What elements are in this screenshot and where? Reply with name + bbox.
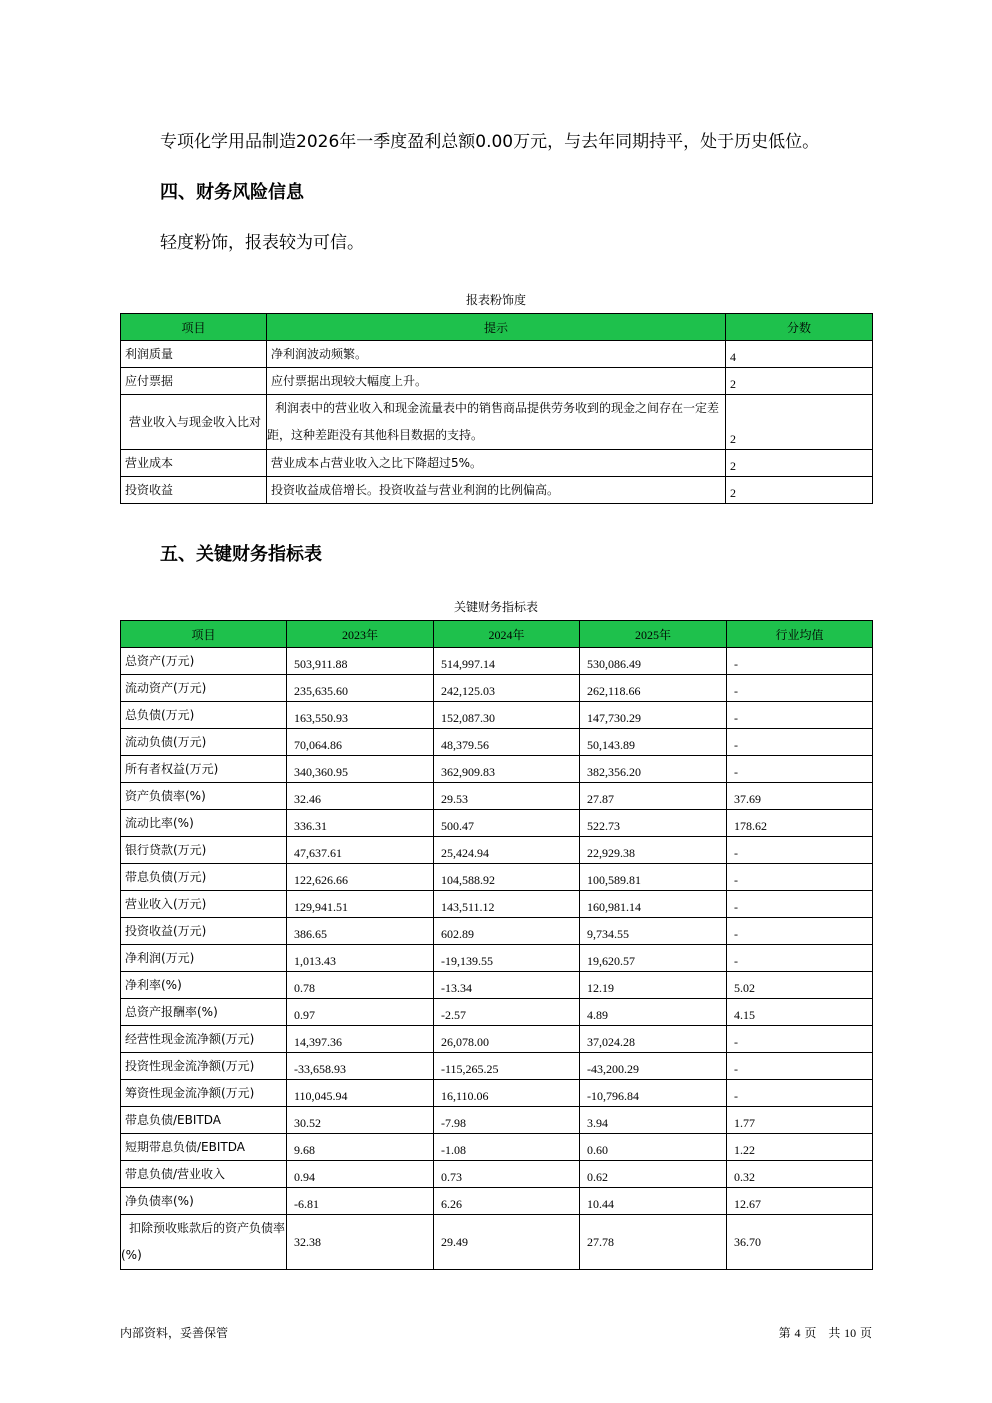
kpi-cell-2023: 110,045.94: [287, 1080, 434, 1107]
kpi-cell-2025: 19,620.57: [580, 945, 727, 972]
kpi-header-2024: 2024年: [434, 621, 580, 648]
risk-table-row: [121, 477, 873, 504]
kpi-cell-2024: 242,125.03: [434, 675, 580, 702]
kpi-table-row: [121, 756, 873, 783]
kpi-table-row: [121, 891, 873, 918]
risk-table-row: [121, 450, 873, 477]
risk-cell-score: 2: [726, 477, 873, 504]
kpi-cell-item: 带息负债/EBITDA: [121, 1107, 287, 1134]
section-4-heading: 四、财务风险信息: [160, 182, 304, 203]
risk-table-header-row: [121, 314, 873, 341]
kpi-cell-2023: 0.94: [287, 1161, 434, 1188]
kpi-cell-2025: 50,143.89: [580, 729, 727, 756]
kpi-cell-item: 净利润(万元): [121, 945, 287, 972]
kpi-cell-industry-avg: 36.70: [727, 1215, 873, 1270]
kpi-cell-item: 扣除预收账款后的资产负债率(%): [121, 1215, 287, 1270]
kpi-cell-2024: -7.98: [434, 1107, 580, 1134]
kpi-cell-2024: -13.34: [434, 972, 580, 999]
kpi-cell-2024: 25,424.94: [434, 837, 580, 864]
kpi-cell-2024: 500.47: [434, 810, 580, 837]
section-4-text: 轻度粉饰，报表较为可信。: [160, 233, 364, 253]
kpi-table-row: [121, 1215, 873, 1270]
kpi-cell-2025: 0.60: [580, 1134, 727, 1161]
kpi-cell-2025: 27.87: [580, 783, 727, 810]
kpi-table: [120, 620, 873, 1270]
risk-cell-hint: 应付票据出现较大幅度上升。: [267, 368, 726, 395]
kpi-cell-industry-avg: -: [727, 729, 873, 756]
footer-confidential: 内部资料，妥善保管: [120, 1326, 229, 1340]
kpi-cell-item: 银行贷款(万元): [121, 837, 287, 864]
kpi-cell-2023: 14,397.36: [287, 1026, 434, 1053]
kpi-table-caption: 关键财务指标表: [453, 600, 538, 614]
kpi-cell-2025: 530,086.49: [580, 648, 727, 675]
kpi-cell-item: 营业收入(万元): [121, 891, 287, 918]
kpi-cell-2025: 100,589.81: [580, 864, 727, 891]
kpi-cell-item: 总资产报酬率(%): [121, 999, 287, 1026]
kpi-cell-2023: 9.68: [287, 1134, 434, 1161]
kpi-table-row: [121, 1026, 873, 1053]
kpi-cell-industry-avg: 4.15: [727, 999, 873, 1026]
kpi-table-row: [121, 783, 873, 810]
kpi-cell-industry-avg: 1.22: [727, 1134, 873, 1161]
kpi-table-row: [121, 1053, 873, 1080]
page-total: 10: [844, 1326, 857, 1340]
kpi-cell-industry-avg: 0.32: [727, 1161, 873, 1188]
kpi-cell-item: 经营性现金流净额(万元): [121, 1026, 287, 1053]
page-mid: 页 共: [804, 1326, 841, 1340]
footer-page-number: [779, 1325, 872, 1341]
kpi-cell-2025: 27.78: [580, 1215, 727, 1270]
kpi-cell-2024: 6.26: [434, 1188, 580, 1215]
kpi-cell-2025: 3.94: [580, 1107, 727, 1134]
kpi-table-row: [121, 1188, 873, 1215]
kpi-cell-2024: 104,588.92: [434, 864, 580, 891]
kpi-cell-industry-avg: -: [727, 864, 873, 891]
kpi-table-row: [121, 702, 873, 729]
kpi-cell-2025: 382,356.20: [580, 756, 727, 783]
kpi-cell-2023: 32.46: [287, 783, 434, 810]
section-5-heading: 五、关键财务指标表: [160, 544, 322, 565]
kpi-table-header-row: [121, 621, 873, 648]
risk-header-hint: 提示: [267, 314, 726, 341]
kpi-table-row: [121, 918, 873, 945]
kpi-cell-2025: -43,200.29: [580, 1053, 727, 1080]
kpi-cell-item: 流动资产(万元): [121, 675, 287, 702]
kpi-cell-industry-avg: -: [727, 648, 873, 675]
kpi-cell-2024: 362,909.83: [434, 756, 580, 783]
kpi-cell-2025: 12.19: [580, 972, 727, 999]
kpi-cell-industry-avg: -: [727, 837, 873, 864]
kpi-cell-2024: 0.73: [434, 1161, 580, 1188]
kpi-cell-industry-avg: -: [727, 1053, 873, 1080]
risk-cell-hint: 利润表中的营业收入和现金流量表中的销售商品提供劳务收到的现金之间存在一定差距，这种差距没有其他科目数据的支持。: [267, 395, 726, 450]
kpi-cell-2023: 386.65: [287, 918, 434, 945]
risk-cell-score: 2: [726, 450, 873, 477]
kpi-cell-item: 所有者权益(万元): [121, 756, 287, 783]
kpi-cell-2024: 16,110.06: [434, 1080, 580, 1107]
kpi-cell-2024: 29.49: [434, 1215, 580, 1270]
kpi-cell-2023: 0.78: [287, 972, 434, 999]
kpi-cell-industry-avg: -: [727, 702, 873, 729]
kpi-cell-industry-avg: -: [727, 1026, 873, 1053]
kpi-cell-2023: 235,635.60: [287, 675, 434, 702]
risk-cell-score: 2: [726, 368, 873, 395]
kpi-cell-item: 资产负债率(%): [121, 783, 287, 810]
kpi-table-row: [121, 1107, 873, 1134]
kpi-cell-item: 带息负债(万元): [121, 864, 287, 891]
risk-cell-score: 2: [726, 395, 873, 450]
kpi-cell-2024: 514,997.14: [434, 648, 580, 675]
kpi-cell-2025: 522.73: [580, 810, 727, 837]
kpi-cell-2024: 152,087.30: [434, 702, 580, 729]
kpi-cell-industry-avg: 5.02: [727, 972, 873, 999]
risk-header-item: 项目: [121, 314, 267, 341]
page-prefix: 第: [778, 1326, 791, 1340]
kpi-cell-industry-avg: -: [727, 1080, 873, 1107]
risk-cell-item: 投资收益: [121, 477, 267, 504]
kpi-table-row: [121, 729, 873, 756]
kpi-cell-2023: 0.97: [287, 999, 434, 1026]
risk-cell-hint: 净利润波动频繁。: [267, 341, 726, 368]
kpi-cell-2023: 47,637.61: [287, 837, 434, 864]
kpi-cell-industry-avg: 178.62: [727, 810, 873, 837]
kpi-table-row: [121, 945, 873, 972]
kpi-table-row: [121, 972, 873, 999]
kpi-cell-industry-avg: 37.69: [727, 783, 873, 810]
kpi-cell-2024: -1.08: [434, 1134, 580, 1161]
kpi-cell-2025: 37,024.28: [580, 1026, 727, 1053]
risk-cell-hint: 营业成本占营业收入之比下降超过5%。: [267, 450, 726, 477]
kpi-cell-2023: -6.81: [287, 1188, 434, 1215]
kpi-cell-2023: 32.38: [287, 1215, 434, 1270]
kpi-table-row: [121, 1080, 873, 1107]
kpi-cell-2025: 4.89: [580, 999, 727, 1026]
kpi-cell-item: 筹资性现金流净额(万元): [121, 1080, 287, 1107]
kpi-cell-industry-avg: -: [727, 918, 873, 945]
kpi-cell-2024: -19,139.55: [434, 945, 580, 972]
page-current: 4: [794, 1326, 801, 1340]
risk-header-score: 分数: [726, 314, 873, 341]
kpi-cell-2023: -33,658.93: [287, 1053, 434, 1080]
kpi-table-row: [121, 999, 873, 1026]
kpi-cell-industry-avg: -: [727, 891, 873, 918]
kpi-cell-2024: 29.53: [434, 783, 580, 810]
kpi-table-row: [121, 810, 873, 837]
kpi-cell-2025: 10.44: [580, 1188, 727, 1215]
kpi-header-2025: 2025年: [580, 621, 727, 648]
risk-table-row: [121, 341, 873, 368]
kpi-cell-2025: 0.62: [580, 1161, 727, 1188]
kpi-table-row: [121, 1161, 873, 1188]
kpi-cell-item: 投资性现金流净额(万元): [121, 1053, 287, 1080]
risk-cell-item: 营业成本: [121, 450, 267, 477]
kpi-cell-2023: 336.31: [287, 810, 434, 837]
kpi-cell-2023: 70,064.86: [287, 729, 434, 756]
risk-cell-item: 营业收入与现金收入比对: [121, 395, 267, 450]
kpi-cell-2023: 340,360.95: [287, 756, 434, 783]
kpi-cell-industry-avg: 1.77: [727, 1107, 873, 1134]
risk-table-row: [121, 368, 873, 395]
kpi-cell-industry-avg: 12.67: [727, 1188, 873, 1215]
kpi-header-industry-avg: 行业均值: [727, 621, 873, 648]
kpi-cell-2023: 1,013.43: [287, 945, 434, 972]
risk-cell-hint: 投资收益成倍增长。投资收益与营业利润的比例偏高。: [267, 477, 726, 504]
kpi-cell-2025: 262,118.66: [580, 675, 727, 702]
risk-table-caption: 报表粉饰度: [465, 293, 526, 307]
intro-paragraph: 专项化学用品制造2026年一季度盈利总额0.00万元，与去年同期持平，处于历史低位。: [160, 132, 820, 152]
kpi-cell-item: 总负债(万元): [121, 702, 287, 729]
kpi-table-row: [121, 675, 873, 702]
kpi-cell-2024: 48,379.56: [434, 729, 580, 756]
kpi-cell-2024: 143,511.12: [434, 891, 580, 918]
kpi-cell-2023: 129,941.51: [287, 891, 434, 918]
kpi-table-row: [121, 648, 873, 675]
kpi-cell-item: 总资产(万元): [121, 648, 287, 675]
kpi-cell-2025: 147,730.29: [580, 702, 727, 729]
kpi-cell-2025: 22,929.38: [580, 837, 727, 864]
kpi-cell-2025: -10,796.84: [580, 1080, 727, 1107]
risk-cell-item: 应付票据: [121, 368, 267, 395]
kpi-cell-item: 短期带息负债/EBITDA: [121, 1134, 287, 1161]
kpi-cell-item: 流动负债(万元): [121, 729, 287, 756]
kpi-cell-item: 投资收益(万元): [121, 918, 287, 945]
kpi-cell-item: 流动比率(%): [121, 810, 287, 837]
kpi-cell-2024: 26,078.00: [434, 1026, 580, 1053]
kpi-cell-2023: 30.52: [287, 1107, 434, 1134]
risk-table-row: [121, 395, 873, 450]
kpi-cell-item: 净利率(%): [121, 972, 287, 999]
kpi-cell-industry-avg: -: [727, 945, 873, 972]
kpi-table-row: [121, 864, 873, 891]
page-suffix: 页: [859, 1326, 872, 1340]
kpi-cell-2024: 602.89: [434, 918, 580, 945]
kpi-cell-2023: 503,911.88: [287, 648, 434, 675]
kpi-header-2023: 2023年: [287, 621, 434, 648]
kpi-cell-industry-avg: -: [727, 756, 873, 783]
kpi-table-row: [121, 1134, 873, 1161]
kpi-cell-2025: 160,981.14: [580, 891, 727, 918]
kpi-cell-2024: -2.57: [434, 999, 580, 1026]
kpi-cell-item: 净负债率(%): [121, 1188, 287, 1215]
kpi-table-row: [121, 837, 873, 864]
kpi-cell-industry-avg: -: [727, 675, 873, 702]
kpi-cell-2024: -115,265.25: [434, 1053, 580, 1080]
risk-cell-score: 4: [726, 341, 873, 368]
kpi-cell-item: 带息负债/营业收入: [121, 1161, 287, 1188]
kpi-header-item: 项目: [121, 621, 287, 648]
kpi-cell-2023: 163,550.93: [287, 702, 434, 729]
risk-table: [120, 313, 873, 504]
risk-cell-item: 利润质量: [121, 341, 267, 368]
kpi-cell-2025: 9,734.55: [580, 918, 727, 945]
kpi-cell-2023: 122,626.66: [287, 864, 434, 891]
